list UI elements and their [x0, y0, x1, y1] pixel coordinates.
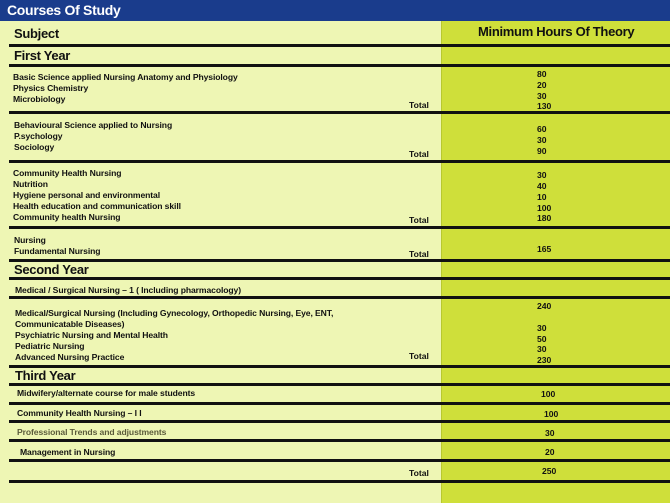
hours-value: 165	[537, 244, 552, 254]
hours-value: 90	[537, 146, 547, 156]
subject-line: Nutrition	[13, 179, 48, 189]
subject-line: Psychiatric Nursing and Mental Health	[15, 330, 168, 340]
divider	[9, 277, 670, 280]
hours-value: 130	[537, 101, 552, 111]
hours-value: 100	[544, 409, 559, 419]
subject-line: Fundamental Nursing	[14, 246, 101, 256]
hours-value: 30	[537, 91, 547, 101]
subject-line: Hygiene personal and environmental	[13, 190, 161, 200]
subject-line: Behavioural Science applied to Nursing	[14, 120, 173, 130]
grand-total-value: 250	[542, 466, 557, 476]
section-second-year: Second Year	[14, 262, 89, 277]
subject-line: Management in Nursing	[20, 447, 116, 457]
hours-value: 80	[537, 69, 547, 79]
hours-header: Minimum Hours Of Theory	[478, 24, 635, 39]
subject-line: Sociology	[14, 142, 55, 152]
hours-value: 20	[545, 447, 555, 457]
hours-value: 180	[537, 213, 552, 223]
divider	[9, 44, 670, 47]
total-label: Total	[409, 249, 429, 259]
divider	[9, 64, 670, 67]
subject-line: Community Health Nursing – I I	[17, 408, 142, 418]
hours-value: 230	[537, 355, 552, 365]
title-bar	[0, 0, 670, 21]
subject-line: Medical / Surgical Nursing – 1 ( Including pharmacology)	[15, 285, 241, 295]
hours-value: 50	[537, 334, 547, 344]
section-third-year: Third Year	[15, 368, 76, 383]
divider	[9, 365, 670, 368]
hours-value: 30	[537, 323, 547, 333]
subject-line: Nursing	[14, 235, 46, 245]
hours-value: 30	[537, 135, 547, 145]
divider	[9, 111, 670, 114]
hours-value: 100	[537, 203, 552, 213]
hours-value: 240	[537, 301, 552, 311]
divider	[9, 439, 670, 442]
subject-line: Communicatable Diseases)	[15, 319, 125, 329]
hours-value: 30	[537, 344, 547, 354]
subject-line: Community health Nursing	[13, 212, 121, 222]
divider	[9, 296, 670, 299]
hours-value: 30	[545, 428, 555, 438]
hours-value: 100	[541, 389, 556, 399]
subject-line: Health education and communication skill	[13, 201, 181, 211]
total-label: Total	[409, 100, 429, 110]
divider	[9, 420, 670, 423]
subject-line: Advanced Nursing Practice	[15, 352, 125, 362]
subject-line: Professional Trends and adjustments	[17, 427, 167, 437]
hours-column	[441, 21, 670, 503]
total-label: Total	[409, 149, 429, 159]
hours-value: 40	[537, 181, 547, 191]
divider	[9, 226, 670, 229]
hours-value: 60	[537, 124, 547, 134]
subject-line: Basic Science applied Nursing Anatomy and Physiology	[13, 72, 238, 82]
subject-line: Medical/Surgical Nursing (Including Gynecology, Orthopedic Nursing, Eye, ENT,	[15, 308, 334, 318]
divider	[9, 383, 670, 386]
divider	[9, 402, 670, 405]
subject-line: P.sychology	[14, 131, 63, 141]
hours-value: 20	[537, 80, 547, 90]
total-label: Total	[409, 215, 429, 225]
column-divider	[441, 21, 442, 503]
divider	[9, 480, 670, 483]
divider	[9, 160, 670, 163]
divider	[9, 459, 670, 462]
page-title: Courses Of Study	[7, 2, 121, 18]
subject-line: Physics Chemistry	[13, 83, 89, 93]
divider	[9, 259, 670, 262]
subject-line: Community Health Nursing	[13, 168, 122, 178]
total-label: Total	[409, 351, 429, 361]
subject-header: Subject	[14, 26, 59, 41]
subject-line: Microbiology	[13, 94, 66, 104]
total-label: Total	[409, 468, 429, 478]
section-first-year: First Year	[14, 48, 71, 63]
hours-value: 10	[537, 192, 547, 202]
subject-line: Midwifery/alternate course for male students	[17, 388, 196, 398]
subject-line: Pediatric Nursing	[15, 341, 85, 351]
hours-value: 30	[537, 170, 547, 180]
